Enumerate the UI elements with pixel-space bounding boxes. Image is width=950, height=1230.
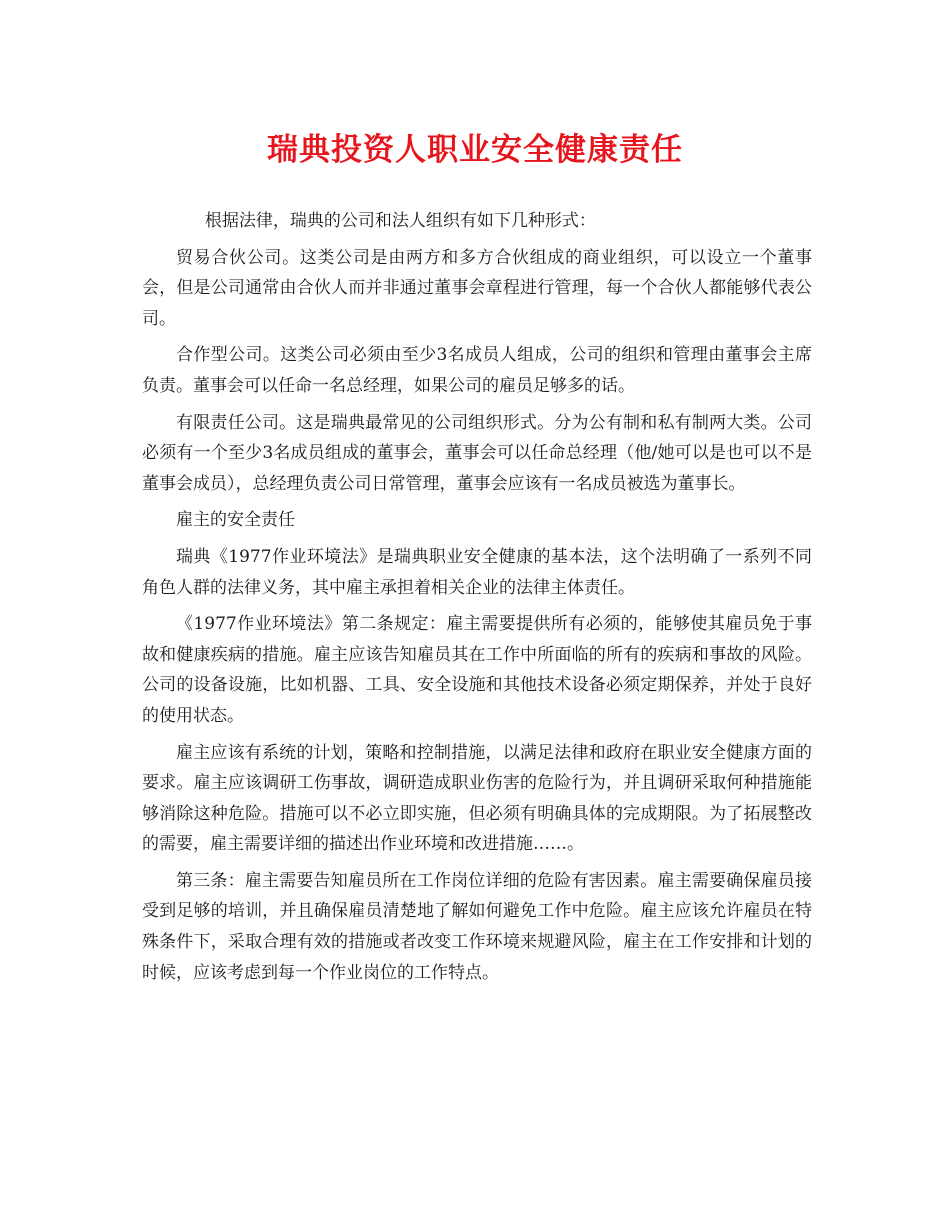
paragraph-trading-partnership: 贸易合伙公司。这类公司是由两方和多方合伙组成的商业组织，可以设立一个董事会，但是公司通常由合伙人而并非通过董事会章程进行管理，每一个合伙人都能够代表公司。 <box>142 247 812 329</box>
paragraph-intro: 根据法律，瑞典的公司和法人组织有如下几种形式： <box>204 211 596 231</box>
paragraph-limited-company: 有限责任公司。这是瑞典最常见的公司组织形式。分为公有制和私有制两大类。公司必须有一个至少3名成员组成的董事会，董事会可以任命总经理（他/她可以是也可以不是董事会成员），总经理负责公司日常管理，董事会应该有一名成员被选为董事长。 <box>142 412 812 494</box>
paragraph-article-two: 《1977作业环境法》第二条规定：雇主需要提供所有必须的，能够使其雇员免于事故和健康疾病的措施。雇主应该告知雇员其在工作中所面临的所有的疾病和事故的风险。公司的设备设施，比如机器、工具、安全设施和其他技术设备必须定期保养，并处于良好的使用状态。 <box>142 614 812 726</box>
paragraph-systematic-planning: 雇主应该有系统的计划，策略和控制措施，以满足法律和政府在职业安全健康方面的要求。雇主应该调研工伤事故，调研造成职业伤害的危险行为，并且调研采取何种措施能够消除这种危险。措施可以不必立即实施，但必须有明确具体的完成期限。为了拓展整改的需要，雇主需要详细的描述出作业环境和改进措施……。 <box>142 742 812 855</box>
paragraph-cooperative: 合作型公司。这类公司必须由至少3名成员人组成，公司的组织和管理由董事会主席负责。董事会可以任命一名总经理，如果公司的雇员足够多的话。 <box>142 345 812 396</box>
document-title: 瑞典投资人职业安全健康责任 <box>267 132 683 168</box>
paragraph-article-three: 第三条：雇主需要告知雇员所在工作岗位详细的危险有害因素。雇主需要确保雇员接受到足够的培训，并且确保雇员清楚地了解如何避免工作中危险。雇主应该允许雇员在特殊条件下，采取合理有效的措施或者改变工作环境来规避风险，雇主在工作安排和计划的时候，应该考虑到每一个作业岗位的工作特点。 <box>142 870 812 983</box>
paragraph-work-environment-act: 瑞典《1977作业环境法》是瑞典职业安全健康的基本法，这个法明确了一系列不同角色人群的法律义务，其中雇主承担着相关企业的法律主体责任。 <box>142 546 812 598</box>
section-heading-employer-safety: 雇主的安全责任 <box>176 510 295 531</box>
document-body <box>142 206 812 994</box>
